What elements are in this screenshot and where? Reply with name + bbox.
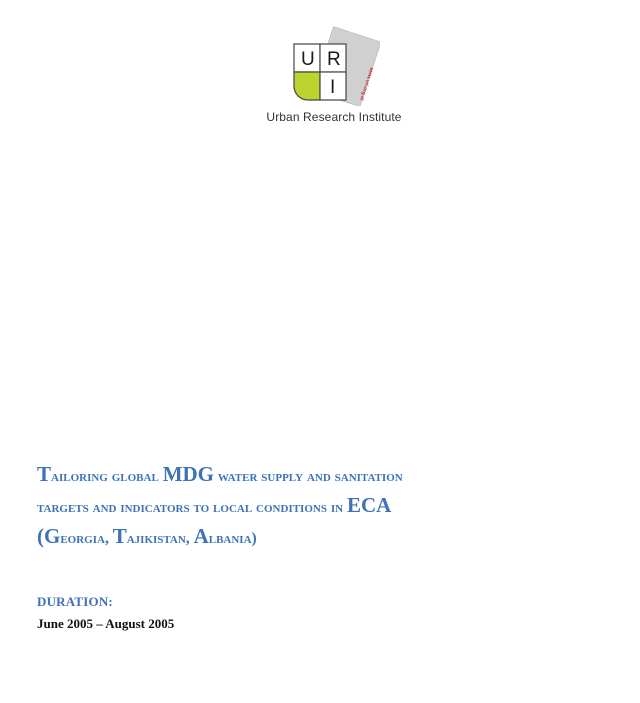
logo-letter-i: I: [330, 77, 336, 98]
duration-value: June 2005 – August 2005: [37, 616, 175, 631]
title-segment: (G: [37, 524, 61, 548]
title-segment: eorgia,: [60, 530, 113, 547]
title-line-1: [37, 460, 597, 491]
document-title: [37, 460, 597, 553]
title-line-3: [37, 522, 597, 553]
title-segment: targets and indicators to local conditions in: [37, 499, 347, 516]
title-segment: water supply and sanitation: [214, 468, 403, 485]
uri-logo-graphic: [290, 26, 380, 106]
title-segment: lbania): [208, 530, 257, 547]
title-segment: T: [112, 524, 127, 548]
title-segment: ECA: [346, 493, 392, 517]
logo-letter-u: U: [301, 49, 315, 70]
title-segment: ajikistan,: [126, 530, 194, 547]
title-segment: ailoring global: [51, 468, 163, 485]
uri-logo: [290, 26, 380, 106]
logo-url-text: www.uri.org.al: [358, 66, 375, 101]
duration-label: DURATION:: [37, 594, 113, 609]
logo-letter-r: R: [327, 49, 341, 70]
title-segment: A: [193, 524, 209, 548]
title-segment: T: [37, 462, 52, 486]
title-segment: MDG: [162, 462, 215, 486]
title-line-2: [37, 491, 597, 522]
institute-name: Urban Research Institute: [266, 110, 402, 124]
